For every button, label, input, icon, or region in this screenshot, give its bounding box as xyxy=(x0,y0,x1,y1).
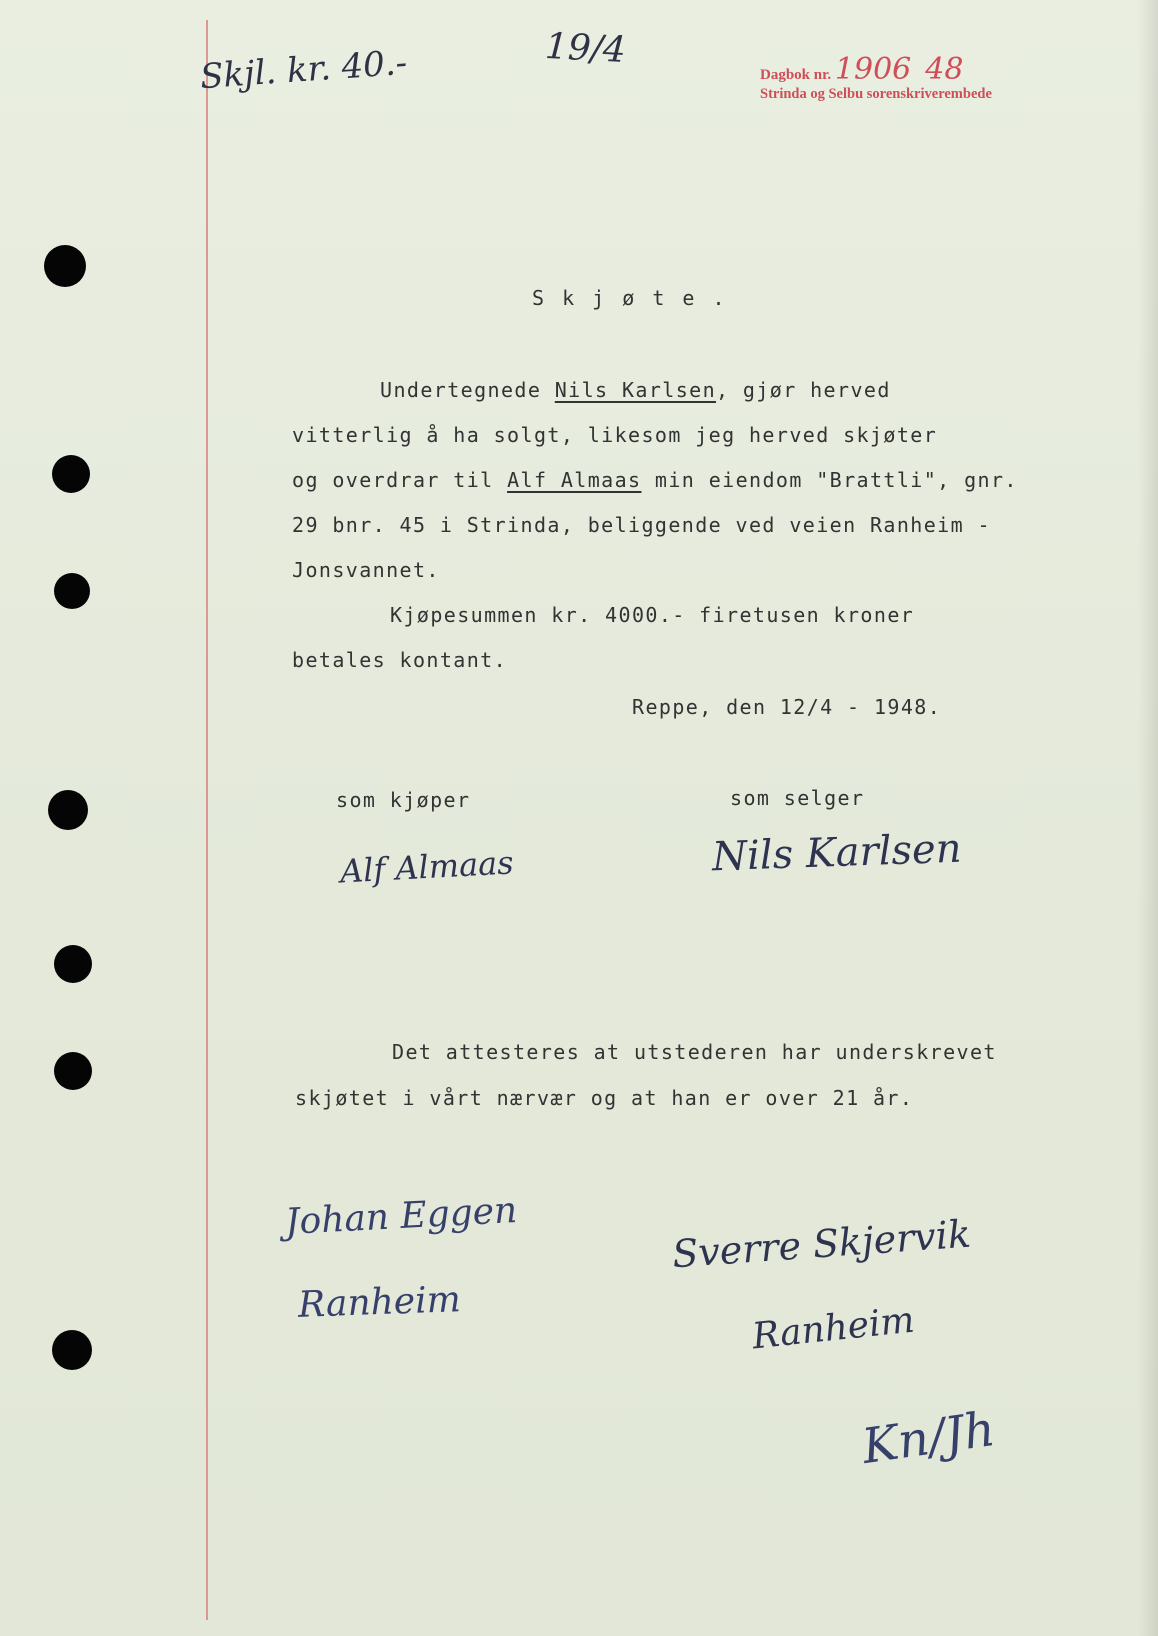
punch-hole xyxy=(52,455,90,493)
red-margin-line xyxy=(206,20,208,1620)
buyer-label: som kjøper xyxy=(336,788,471,812)
body-line-3: og overdrar til Alf Almaas min eiendom "Brattli", gnr. xyxy=(292,468,1018,492)
stamp-office: Strinda og Selbu sorenskriverembede xyxy=(760,86,992,102)
punch-hole xyxy=(52,1330,92,1370)
seller-label: som selger xyxy=(730,786,865,810)
fee-note: Skjl. kr. 40.- xyxy=(198,42,409,98)
clerk-initials: Kn/Jh xyxy=(858,1401,999,1475)
document-title: S k j ø t e . xyxy=(532,286,728,310)
page-edge-shadow xyxy=(1138,0,1158,1636)
punch-hole xyxy=(54,573,90,609)
body-line-2: vitterlig å ha solgt, likesom jeg herved skjøter xyxy=(292,423,938,447)
stamp-year: 48 xyxy=(925,52,964,87)
witness-1-name: Johan Eggen xyxy=(284,1189,519,1244)
body-line-4: 29 bnr. 45 i Strinda, beliggende ved veien Ranheim - xyxy=(292,513,991,537)
witness-2-place: Ranheim xyxy=(750,1299,917,1358)
body-line-5: Jonsvannet. xyxy=(292,558,440,582)
witness-2-name: Sverre Skjervik xyxy=(670,1211,973,1277)
punch-hole xyxy=(48,790,88,830)
stamp-prefix: Dagbok nr. xyxy=(760,67,832,83)
seller-name: Nils Karlsen xyxy=(554,378,717,402)
registry-stamp xyxy=(760,52,963,87)
place-date: Reppe, den 12/4 - 1948. xyxy=(632,695,942,719)
body-line-1: Undertegnede Nils Karlsen, gjør herved xyxy=(380,378,891,402)
punch-hole xyxy=(44,245,86,287)
attestation-line-1: Det attesteres at utstederen har underskrevet xyxy=(392,1040,997,1064)
punch-hole xyxy=(54,945,92,983)
stamp-number: 1906 xyxy=(834,52,912,87)
attestation-line-2: skjøtet i vårt nærvær og at han er over 21 år. xyxy=(295,1086,914,1110)
punch-hole xyxy=(54,1052,92,1090)
body-line-6: Kjøpesummen kr. 4000.- firetusen kroner xyxy=(390,603,915,627)
date-note: 19/4 xyxy=(543,25,627,72)
seller-signature: Nils Karlsen xyxy=(711,825,963,881)
body-line-7: betales kontant. xyxy=(292,648,508,672)
buyer-name: Alf Almaas xyxy=(507,468,642,492)
buyer-signature: Alf Almaas xyxy=(339,843,515,891)
witness-1-place: Ranheim xyxy=(297,1279,462,1326)
